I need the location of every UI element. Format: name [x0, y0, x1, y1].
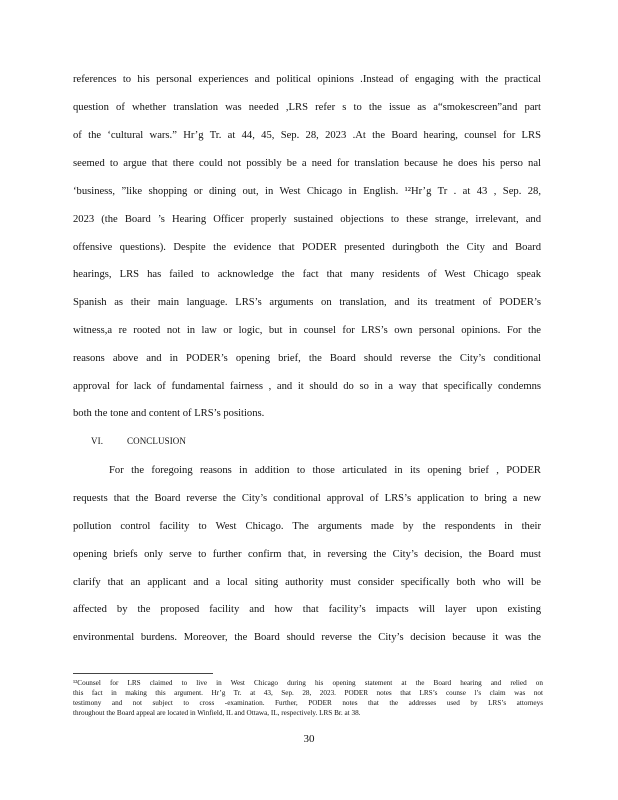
body-line: both the tone and content of LRS’s positions. [73, 408, 265, 419]
footnote-line: testimony and not subject to cross -examination. Further, PODER notes that the addresses used by LRS’s attorneys [73, 699, 543, 707]
body-line: seemed to argue that there could not possibly be a need for translation because he does his perso nal [73, 158, 541, 169]
body-line: opening briefs only serve to further confirm that, in reversing the City’s decision, the Board must [73, 549, 541, 560]
body-line: approval for lack of fundamental fairness , and it should do so in a way that specifically condemns [73, 381, 541, 392]
body-line: hearings, LRS has failed to acknowledge the fact that many residents of West Chicago speak [73, 269, 541, 280]
body-line: ‘business, ”like shopping or dining out, in West Chicago in English. ¹²Hr’g Tr . at 43 , Sep. 28, [73, 186, 541, 197]
body-line: requests that the Board reverse the City’s conditional approval of LRS’s application to bring a new [73, 493, 541, 504]
body-line: of the ‘cultural wars.” Hr’g Tr. at 44, 45, Sep. 28, 2023 .At the Board hearing, counsel for LRS [73, 130, 541, 141]
section-title: CONCLUSION [127, 436, 187, 446]
body-line: question of whether translation was needed ,LRS refer s to the issue as a“smokescreen”and part [73, 102, 541, 113]
page-number: 30 [303, 733, 315, 745]
body-line: Spanish as their main language. LRS’s arguments on translation, and its treatment of PODER’s [73, 297, 541, 308]
body-line: offensive questions). Despite the evidence that PODER presented duringboth the City and Board [73, 242, 541, 253]
body-line: environmental burdens. Moreover, the Board should reverse the City’s decision because it was the [73, 632, 541, 643]
section-number: VI. [91, 436, 104, 446]
footnote-line: this fact in making this argument. Hr’g Tr. at 43, Sep. 28, 2023. PODER notes that LRS’s counse l’s claim was not [73, 689, 543, 697]
footnote-divider [73, 673, 213, 674]
body-line: references to his personal experiences and political opinions .Instead of engaging with the practical [73, 74, 541, 85]
body-line: For the foregoing reasons in addition to those articulated in its opening brief , PODER [109, 465, 541, 476]
body-line: pollution control facility to West Chicago. The arguments made by the respondents in their [73, 521, 541, 532]
footnote-line: throughout the Board appeal are located in Winfield, IL and Ottawa, IL, respectively. LRS Br. at 38. [73, 709, 361, 717]
body-line: witness,a re rooted not in law or logic, but in counsel for LRS’s own personal opinions. For the [73, 325, 541, 336]
body-line: affected by the proposed facility and how that facility’s impacts will layer upon existing [73, 604, 541, 615]
body-line: reasons above and in PODER’s opening brief, the Board should reverse the City’s conditional [73, 353, 541, 364]
body-line: 2023 (the Board ’s Hearing Officer properly sustained objections to these strange, irrelevant, and [73, 214, 541, 225]
body-line: clarify that an applicant and a local siting authority must consider specifically both who will be [73, 577, 541, 588]
footnote-line: ¹²Counsel for LRS claimed to live in West Chicago during his opening statement at the Board hearing and relied on [73, 679, 543, 687]
